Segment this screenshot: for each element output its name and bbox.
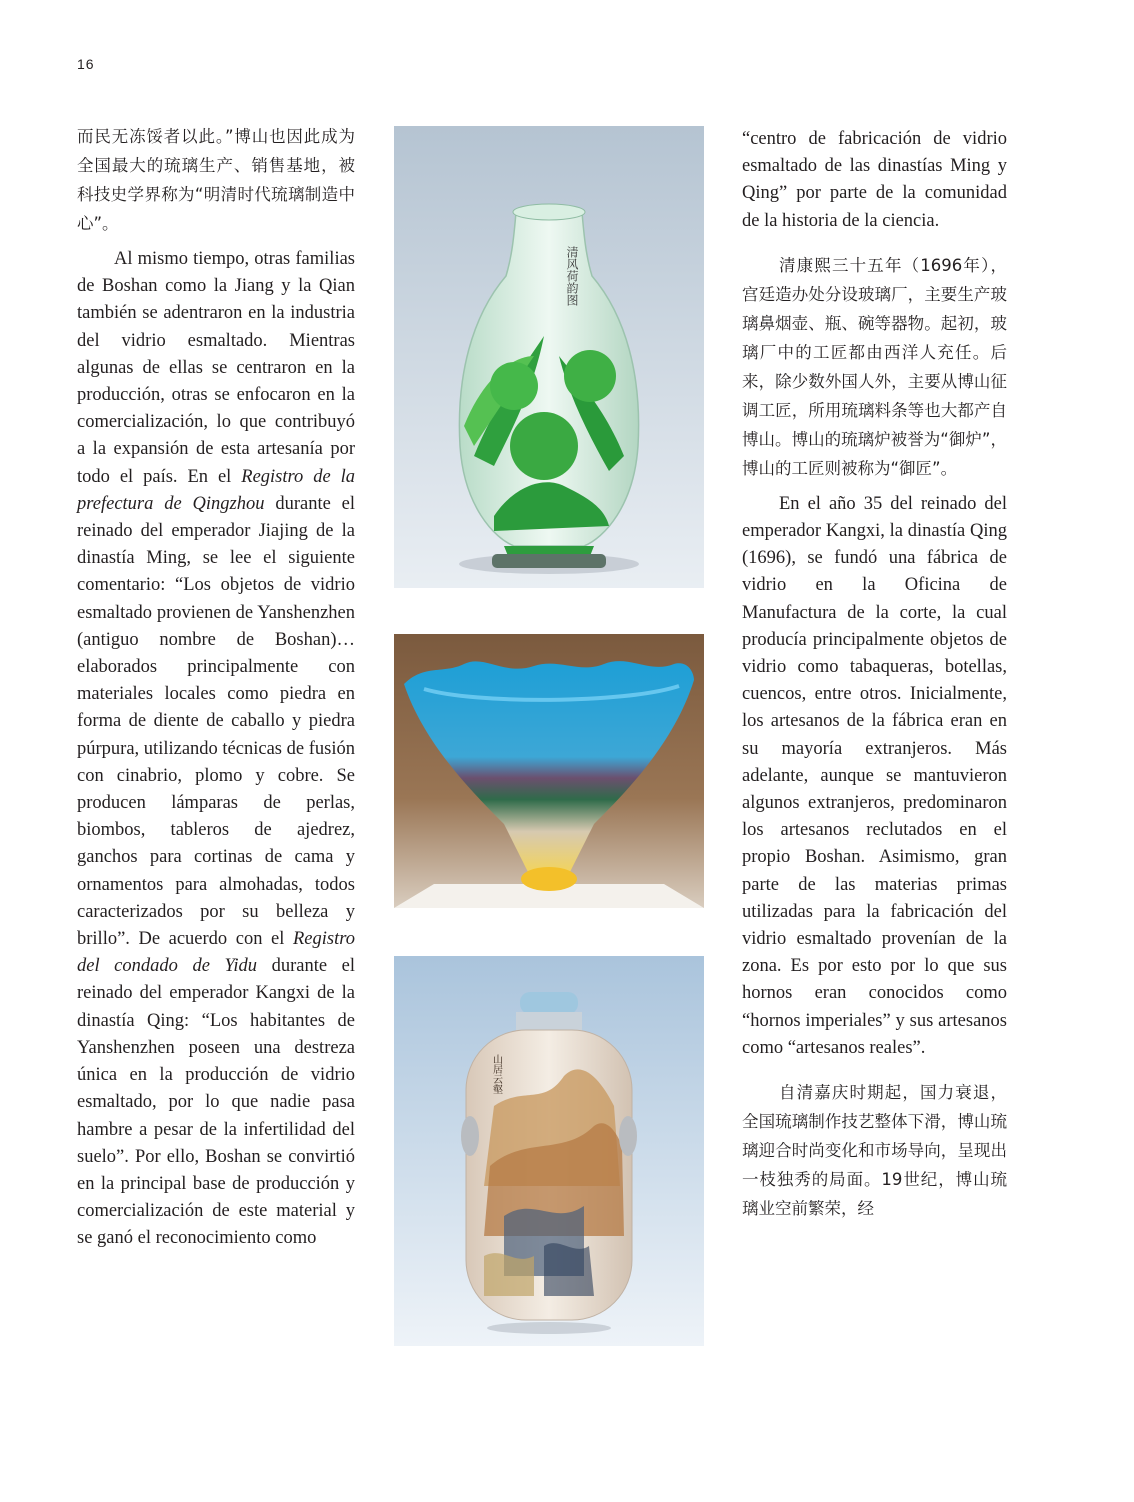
left-spanish-paragraph <box>77 246 355 1253</box>
vase-calligraphy <box>565 245 579 306</box>
paragraph-text: durante el reinado del emperador Kangxi de la dinastía Qing: “Los habitantes de Yanshenzhen poseen una destreza única en la producción de vidrio esmaltado, por lo que nadie pasa hambre a pesar de la infertilidad del suelo”. Por ello, Boshan se convirtió en la principal base de producción y comercialización de este material y se ganó el reconocimiento como <box>77 956 355 1249</box>
svg-text:山居云壑: 山居云壑 <box>490 1054 502 1094</box>
paragraph-text: durante el reinado del emperador Jiajing de la dinastía Ming, se lee el siguiente comentario: “Los objetos de vidrio esmaltado provienen de Yanshenzhen (antiguo nombre de Boshan)… elaborados principalmente con materiales locales como piedra en forma de diente de caballo y piedra púrpura, utilizando técnicas de fusión con cinabrio, plomo y cobre. Se producen lámparas de perlas, biombos, tableros de ajedrez, ganchos para cortinas de cama y ornamentos para almohadas, todos caracterizados por su belleza y brillo”. De acuerdo con el <box>77 493 355 950</box>
blue-glass-bowl-photo <box>394 634 704 908</box>
right-spanish-paragraph-1: “centro de fabricación de vidrio esmaltado de las dinastías Ming y Qing” por parte de la comunidad de la historia de la ciencia. <box>742 129 1007 231</box>
inside-painted-snuff-bottle-photo <box>394 956 704 1346</box>
left-text-column <box>77 122 355 1253</box>
right-chinese-paragraph-1: 清康熙三十五年（1696年），宫廷造办处分设玻璃厂，主要生产玻璃鼻烟壶、瓶、碗等器物。起初，玻璃厂中的工匠都由西洋人充任。后来，除少数外国人外，主要从博山征调工匠，所用琉璃料条等也大都产自博山。博山的琉璃炉被誉为“御炉”，博山的工匠则被称为“御匠”。 <box>742 255 1007 478</box>
page-number: 16 <box>77 56 95 72</box>
right-text-column <box>742 126 1007 1223</box>
right-chinese-paragraph-2: 自清嘉庆时期起，国力衰退，全国琉璃制作技艺整体下滑，博山琉璃迎合时尚变化和市场导向，呈现出一枝独秀的局面。19世纪，博山琉璃业空前繁荣，经 <box>742 1083 1007 1219</box>
green-lotus-vase-photo <box>394 126 704 588</box>
bottle-calligraphy <box>491 1053 503 1094</box>
left-chinese-paragraph: 而民无冻馁者以此。”博山也因此成为全国最大的琉璃生产、销售基地，被科技史学界称为“明清时代琉璃制造中心”。 <box>77 127 355 233</box>
book-title: Registro del condado de Yidu <box>77 929 355 977</box>
right-spanish-paragraph-2: En el año 35 del reinado del emperador Kangxi, la dinastía Qing (1696), se fundó una fábrica de vidrio en la Oficina de Manufactura de la corte, la cual producía principalmente objetos de vidrio como tabaqueras, botellas, cuencos, entre otros. Inicialmente, los artesanos de la fábrica eran en su mayoría extranjeros. Más adelante, aunque se mantuvieron algunos extranjeros, predominaron los artesanos reclutados en el propio Boshan. Asimismo, gran parte de las materias primas utilizadas para la fabricación del vidrio esmaltado provenían de la zona. Es por esto por lo que sus hornos eran conocidos como “hornos imperiales” y sus artesanos como “artesanos reales”. <box>742 493 1007 1058</box>
paragraph-text: Al mismo tiempo, otras familias de Boshan como la Jiang y la Qian también se adentraron en la industria del vidrio esmaltado. Mientras algunas de ellas se centraron en la producción, otras se enfocaron en la comercialización, lo que contribuyó a la expansión de esta artesanía por todo el país. En el <box>77 249 355 487</box>
book-title: Registro de la prefectura de Qingzhou <box>77 466 355 514</box>
svg-text:清风荷韵图: 清风荷韵图 <box>565 246 579 306</box>
